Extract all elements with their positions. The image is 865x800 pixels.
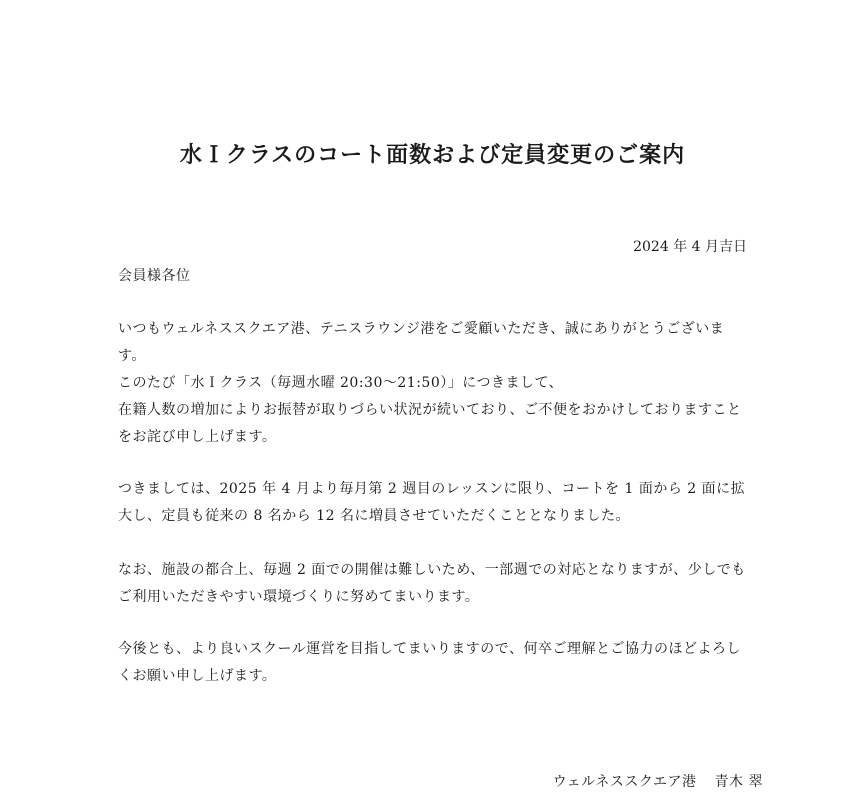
paragraph-line: 在籍人数の増加によりお振替が取りづらい状況が続いており、ご不便をおかけしておりますことをお詫び申し上げます。	[118, 402, 742, 445]
paragraph-line: つきましては、2025 年 4 月より毎月第 2 週目のレッスンに限り、コートを 1 面から 2 面に拡大し、定員も従来の 8 名から 12 名に増員させていただくこととなりました。	[118, 481, 746, 524]
paragraph-greeting	[118, 316, 748, 451]
document-date: 2024 年 4 月吉日	[633, 239, 747, 255]
document-title: 水Ｉクラスのコート面数および定員変更のご案内	[179, 142, 686, 168]
paragraph-line: 今後とも、より良いスクール運営を目指してまいりますので、何卒ご理解とご協力のほどよろしくお願い申し上げます。	[118, 641, 741, 684]
paragraph-line: なお、施設の都合上、毎週 2 面での開催は難しいため、一部週での対応となりますが、少しでもご利用いただきやすい環境づくりに努めてまいります。	[118, 562, 746, 605]
signature	[553, 771, 763, 793]
paragraph-note	[118, 557, 748, 611]
paragraph-line: このたび「水Ｉクラス（毎週水曜 20:30〜21:50）」につきまして、	[118, 375, 564, 391]
recipient-line: 会員様各位	[118, 268, 191, 284]
signature-organization: ウェルネススクエア港	[552, 774, 697, 790]
paragraph-change-details	[118, 476, 748, 530]
paragraph-line: いつもウェルネススクエア港、テニスラウンジ港をご愛顧いただき、誠にありがとうございます。	[118, 321, 725, 364]
paragraph-closing	[118, 636, 748, 690]
signature-name: 青木 翠	[714, 774, 763, 790]
